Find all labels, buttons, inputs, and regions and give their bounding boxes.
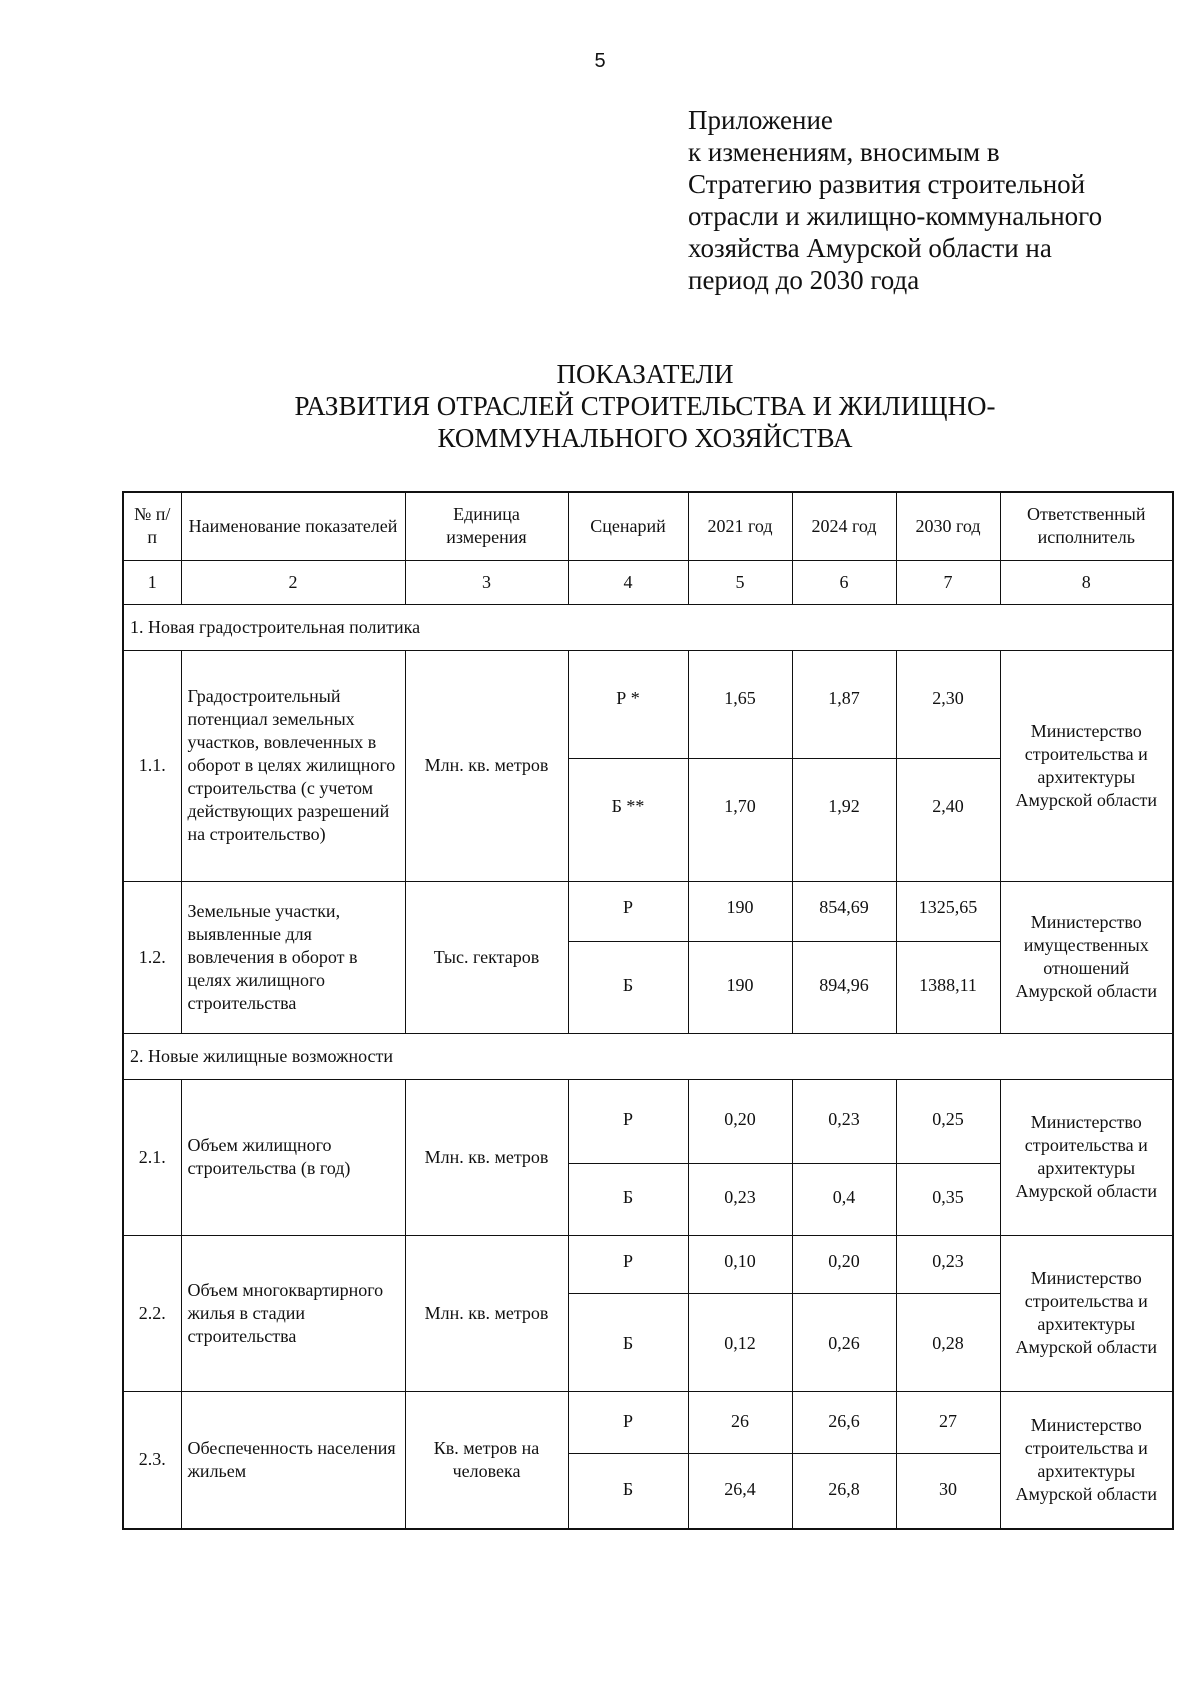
responsible: Министерство строительства и архитектуры Амурской области (1000, 1235, 1173, 1391)
value-2024: 0,23 (792, 1079, 896, 1163)
unit: Тыс. гектаров (405, 881, 568, 1033)
scenario: Б ** (568, 758, 688, 881)
responsible: Министерство строительства и архитектуры Амурской области (1000, 650, 1173, 881)
appendix-line: Приложение (688, 105, 833, 135)
column-number: 8 (1000, 560, 1173, 604)
table-row (123, 1235, 1173, 1293)
value-2021: 1,70 (688, 758, 792, 881)
indicator-name: Обеспеченность населения жильем (181, 1391, 405, 1529)
column-number: 5 (688, 560, 792, 604)
value-2021: 26,4 (688, 1453, 792, 1529)
section-row (123, 1033, 1173, 1079)
value-2030: 2,30 (896, 650, 1000, 758)
value-2021: 0,10 (688, 1235, 792, 1293)
title-line: РАЗВИТИЯ ОТРАСЛЕЙ СТРОИТЕЛЬСТВА И ЖИЛИЩНО- (294, 391, 996, 421)
value-2024: 854,69 (792, 881, 896, 941)
scenario: Р (568, 1391, 688, 1453)
indicator-name: Градостроительный потенциал земельных участков, вовлеченных в оборот в целях жилищного строительства (с учетом действующих разрешений на строительство) (181, 650, 405, 881)
indicators-table (122, 491, 1174, 1530)
scenario: Б (568, 1453, 688, 1529)
value-2030: 1388,11 (896, 941, 1000, 1033)
row-number: 1.1. (123, 650, 181, 881)
value-2021: 190 (688, 941, 792, 1033)
column-number: 4 (568, 560, 688, 604)
document-title (120, 358, 1170, 454)
appendix-line: к изменениям, вносимым в (688, 137, 1000, 167)
value-2030: 27 (896, 1391, 1000, 1453)
value-2024: 0,26 (792, 1293, 896, 1391)
value-2030: 0,35 (896, 1163, 1000, 1235)
section-row (123, 604, 1173, 650)
indicator-name: Объем жилищного строительства (в год) (181, 1079, 405, 1235)
row-number: 1.2. (123, 881, 181, 1033)
value-2030: 2,40 (896, 758, 1000, 881)
value-2024: 26,6 (792, 1391, 896, 1453)
column-number: 1 (123, 560, 181, 604)
header-row (123, 492, 1173, 560)
page-number: 5 (594, 50, 606, 72)
header-unit: Единица измерения (405, 492, 568, 560)
title-line: ПОКАЗАТЕЛИ (556, 359, 734, 389)
scenario: Б (568, 1293, 688, 1391)
column-number: 2 (181, 560, 405, 604)
indicator-name: Земельные участки, выявленные для вовлечения в оборот в целях жилищного строительства (181, 881, 405, 1033)
unit: Млн. кв. метров (405, 1235, 568, 1391)
section-title: 2. Новые жилищные возможности (123, 1033, 1173, 1079)
indicator-name: Объем многоквартирного жилья в стадии строительства (181, 1235, 405, 1391)
scenario: Р (568, 1235, 688, 1293)
column-number: 7 (896, 560, 1000, 604)
table-row (123, 1079, 1173, 1163)
value-2030: 0,28 (896, 1293, 1000, 1391)
appendix-line: хозяйства Амурской области на (688, 233, 1052, 263)
value-2024: 894,96 (792, 941, 896, 1033)
appendix-line: Стратегию развития строительной (688, 169, 1086, 199)
value-2024: 1,92 (792, 758, 896, 881)
header-2024: 2024 год (792, 492, 896, 560)
row-number: 2.1. (123, 1079, 181, 1235)
table-row (123, 1391, 1173, 1453)
responsible: Министерство строительства и архитектуры Амурской области (1000, 1079, 1173, 1235)
value-2030: 0,23 (896, 1235, 1000, 1293)
appendix-line: период до 2030 года (688, 265, 920, 295)
value-2021: 0,23 (688, 1163, 792, 1235)
responsible: Министерство строительства и архитектуры Амурской области (1000, 1391, 1173, 1529)
value-2030: 30 (896, 1453, 1000, 1529)
value-2024: 26,8 (792, 1453, 896, 1529)
unit: Млн. кв. метров (405, 650, 568, 881)
value-2021: 0,12 (688, 1293, 792, 1391)
appendix-line: отрасли и жилищно-коммунального (688, 201, 1103, 231)
scenario: Р (568, 881, 688, 941)
header-scenario: Сценарий (568, 492, 688, 560)
appendix-note (688, 104, 1168, 296)
scenario: Б (568, 941, 688, 1033)
responsible: Министерство имущественных отношений Амурской области (1000, 881, 1173, 1033)
row-number: 2.3. (123, 1391, 181, 1529)
scenario: Р * (568, 650, 688, 758)
header-number: № п/п (123, 492, 181, 560)
scenario: Р (568, 1079, 688, 1163)
value-2021: 190 (688, 881, 792, 941)
header-name: Наименование показателей (181, 492, 405, 560)
scenario: Б (568, 1163, 688, 1235)
table-row (123, 881, 1173, 941)
value-2024: 0,4 (792, 1163, 896, 1235)
column-number-row (123, 560, 1173, 604)
table-row (123, 650, 1173, 758)
title-line: КОММУНАЛЬНОГО ХОЗЯЙСТВА (437, 423, 853, 453)
value-2021: 0,20 (688, 1079, 792, 1163)
header-responsible: Ответственный исполнитель (1000, 492, 1173, 560)
column-number: 6 (792, 560, 896, 604)
unit: Млн. кв. метров (405, 1079, 568, 1235)
unit: Кв. метров на человека (405, 1391, 568, 1529)
header-2021: 2021 год (688, 492, 792, 560)
section-title: 1. Новая градостроительная политика (123, 604, 1173, 650)
column-number: 3 (405, 560, 568, 604)
value-2021: 1,65 (688, 650, 792, 758)
value-2024: 1,87 (792, 650, 896, 758)
value-2021: 26 (688, 1391, 792, 1453)
value-2030: 0,25 (896, 1079, 1000, 1163)
header-2030: 2030 год (896, 492, 1000, 560)
value-2030: 1325,65 (896, 881, 1000, 941)
value-2024: 0,20 (792, 1235, 896, 1293)
row-number: 2.2. (123, 1235, 181, 1391)
